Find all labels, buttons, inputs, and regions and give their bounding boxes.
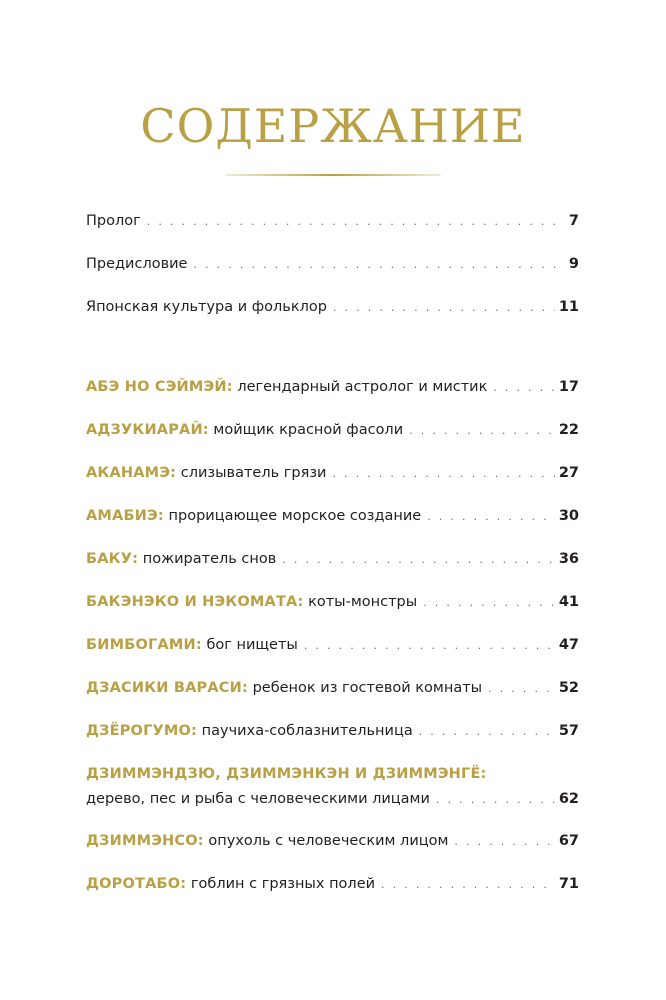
toc-entry-heading: БАКУ: <box>86 551 139 567</box>
toc-entry-text <box>86 592 417 612</box>
toc-page-number: 47 <box>558 637 579 653</box>
toc-row-entry[interactable] <box>86 592 579 613</box>
toc-leader-dots <box>304 636 555 656</box>
toc-entry-subtitle: слизыватель грязи <box>180 465 327 481</box>
toc-leader-dots <box>332 464 554 484</box>
toc-page-number: 71 <box>558 876 579 892</box>
toc-page-number: 11 <box>558 299 579 315</box>
toc-entry-text <box>86 678 482 698</box>
toc-page-number: 57 <box>558 723 579 739</box>
toc-entry-heading: ДЗАСИКИ ВАРАСИ: <box>86 680 248 696</box>
toc-page-number: 27 <box>558 465 579 481</box>
toc-entry-text <box>86 506 421 526</box>
toc-page-number: 41 <box>558 594 579 610</box>
toc-page-number: 7 <box>568 213 579 229</box>
toc-page-number: 67 <box>558 833 579 849</box>
toc-entry-text <box>86 874 375 894</box>
toc-entry-text <box>86 420 403 440</box>
toc-page-number: 17 <box>558 379 579 395</box>
toc-row-entry[interactable] <box>86 678 579 699</box>
toc-row-entry[interactable] <box>86 831 579 852</box>
toc-entry-text <box>86 635 298 655</box>
page-title: СОДЕРЖАНИЕ <box>140 99 526 153</box>
toc-entry-text <box>86 831 448 851</box>
toc-row-entry[interactable] <box>86 874 579 895</box>
toc-leader-dots <box>193 255 564 275</box>
title-divider <box>225 174 441 176</box>
toc-leader-dots <box>333 298 555 318</box>
toc-row-entry[interactable] <box>86 789 579 810</box>
toc-label: Пролог <box>86 213 141 229</box>
toc-entry-subtitle: коты-монстры <box>308 594 418 610</box>
toc-entry-heading: БАКЭНЭКО И НЭКОМАТА: <box>86 594 304 610</box>
toc-leader-dots <box>427 507 555 527</box>
toc-entry-heading: ДОРОТАБО: <box>86 876 187 892</box>
toc-row-culture[interactable] <box>86 297 579 318</box>
toc-leader-dots <box>436 790 555 810</box>
toc-leader-dots <box>488 679 555 699</box>
toc-entry-heading: БИМБОГАМИ: <box>86 637 202 653</box>
toc-entry-heading: АМАБИЭ: <box>86 508 164 524</box>
toc-entry-subtitle: бог нищеты <box>206 637 298 653</box>
toc-page-number: 22 <box>558 422 579 438</box>
toc-entry-heading: АДЗУКИАРАЙ: <box>86 422 209 438</box>
toc-entry-subtitle: паучиха-соблазнительница <box>201 723 413 739</box>
toc-page-number: 36 <box>558 551 579 567</box>
toc-row-entry[interactable] <box>86 420 579 441</box>
toc-entry-heading[interactable]: ДЗИММЭНДЗЮ, ДЗИММЭНКЭН И ДЗИММЭНГЁ: <box>86 766 487 782</box>
toc-row-entry[interactable] <box>86 506 579 527</box>
toc-page-number: 30 <box>558 508 579 524</box>
toc-row-preface[interactable] <box>86 254 579 275</box>
toc-leader-dots <box>409 421 555 441</box>
toc-entry-text <box>86 463 326 483</box>
toc-entry-heading: ДЗИММЭНСО: <box>86 833 204 849</box>
toc-row-entry[interactable] <box>86 463 579 484</box>
toc-leader-dots <box>419 722 555 742</box>
toc-entry-text <box>86 377 487 397</box>
toc-entry-text <box>86 549 276 569</box>
toc-row-entry[interactable] <box>86 635 579 656</box>
toc-entry-heading: ДЗЁРОГУМО: <box>86 723 198 739</box>
toc-leader-dots <box>282 550 555 570</box>
toc-entry-heading: АБЭ НО СЭЙМЭЙ: <box>86 379 233 395</box>
toc-entry-subtitle: ребенок из гостевой комнаты <box>252 680 483 696</box>
toc-entry-heading: АКАНАМЭ: <box>86 465 177 481</box>
toc-leader-dots <box>147 212 565 232</box>
toc-entry-subtitle: гоблин с грязных полей <box>190 876 376 892</box>
toc-entry-subtitle: дерево, пес и рыба с человеческими лицами <box>86 791 430 807</box>
toc-row-entry[interactable] <box>86 721 579 742</box>
toc-page-number: 62 <box>558 791 579 807</box>
toc-label: Японская культура и фольклор <box>86 299 327 315</box>
toc-row-entry[interactable] <box>86 377 579 398</box>
toc-page-number: 52 <box>558 680 579 696</box>
toc-leader-dots <box>381 875 555 895</box>
toc-entry-subtitle: мойщик красной фасоли <box>213 422 404 438</box>
toc-entry-subtitle: прорицающее морское создание <box>168 508 422 524</box>
toc-label: Предисловие <box>86 256 188 272</box>
toc-row-entry[interactable] <box>86 549 579 570</box>
toc-leader-dots <box>423 593 555 613</box>
toc-entry-subtitle: опухоль с человеческим лицом <box>208 833 449 849</box>
toc-page-number: 9 <box>568 256 579 272</box>
toc-entry-subtitle: легендарный астролог и мистик <box>237 379 488 395</box>
toc-row-prologue[interactable] <box>86 211 579 232</box>
toc-leader-dots <box>493 378 554 398</box>
toc-entry-subtitle: пожиратель снов <box>142 551 277 567</box>
toc-entry-text <box>86 721 413 741</box>
toc-leader-dots <box>454 832 554 852</box>
